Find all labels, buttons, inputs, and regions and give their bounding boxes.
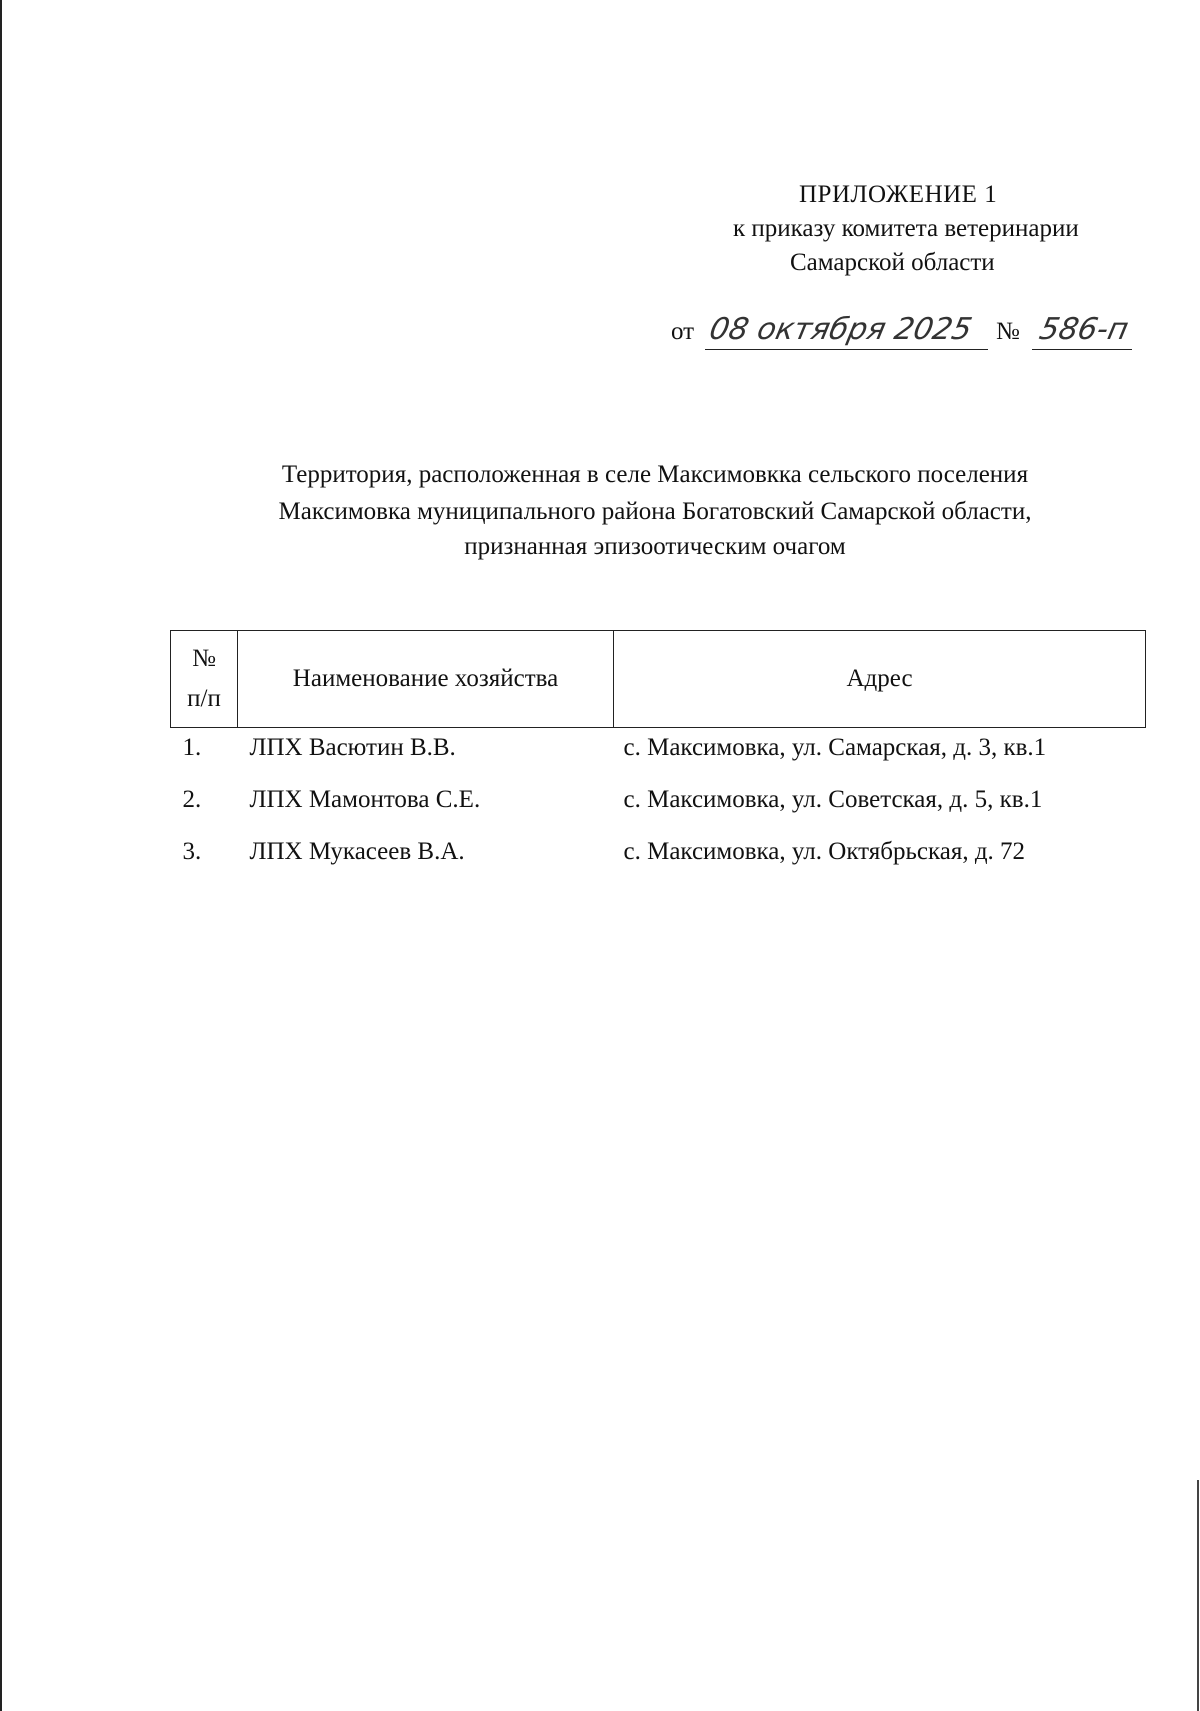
document-heading-line-1: Территория, расположенная в селе Максимовкка сельского поселения bbox=[281, 461, 1029, 488]
table-header-row bbox=[171, 631, 1146, 728]
row-number: 2. bbox=[182, 786, 202, 813]
header-farm-name: Наименование хозяйства bbox=[238, 631, 614, 728]
row-number: 3. bbox=[182, 838, 202, 865]
order-date-prefix: от bbox=[671, 318, 695, 345]
row-address: с. Максимовка, ул. Самарская, д. 3, кв.1 bbox=[623, 734, 1047, 761]
row-farm-name: ЛПХ Мукасеев В.А. bbox=[249, 838, 465, 865]
document-heading-line-2: Максимовка муниципального района Богатовский Самарской области, bbox=[278, 498, 1032, 525]
table-row bbox=[171, 728, 1146, 781]
row-address: с. Максимовка, ул. Октябрьская, д. 72 bbox=[623, 838, 1026, 865]
row-address: с. Максимовка, ул. Советская, д. 5, кв.1 bbox=[623, 786, 1043, 813]
appendix-line-1: к приказу комитета ветеринарии bbox=[733, 215, 1079, 242]
order-date-underline bbox=[705, 349, 988, 350]
row-number: 1. bbox=[182, 734, 202, 761]
order-number-handwritten: 586-п bbox=[1036, 312, 1132, 347]
order-number-underline bbox=[1032, 349, 1132, 350]
appendix-line-2: Самарской области bbox=[790, 249, 995, 276]
header-number-pp: п/п bbox=[187, 685, 221, 712]
scan-edge-left bbox=[0, 0, 2, 1711]
scan-edge-right bbox=[1197, 1480, 1199, 1711]
document-heading-line-3: признанная эпизоотическим очагом bbox=[464, 533, 846, 560]
table-row bbox=[171, 832, 1146, 884]
appendix-title: ПРИЛОЖЕНИЕ 1 bbox=[799, 181, 998, 208]
farms-table bbox=[170, 630, 1146, 884]
order-date-handwritten: 08 октября 2025 bbox=[706, 312, 975, 347]
row-farm-name: ЛПХ Мамонтова С.Е. bbox=[249, 786, 481, 813]
table-row bbox=[171, 780, 1146, 832]
header-number bbox=[171, 631, 238, 728]
row-farm-name: ЛПХ Васютин В.В. bbox=[249, 734, 456, 761]
order-number-sign: № bbox=[996, 318, 1020, 345]
header-address: Адрес bbox=[614, 631, 1146, 728]
header-number-symbol: № bbox=[192, 645, 216, 672]
